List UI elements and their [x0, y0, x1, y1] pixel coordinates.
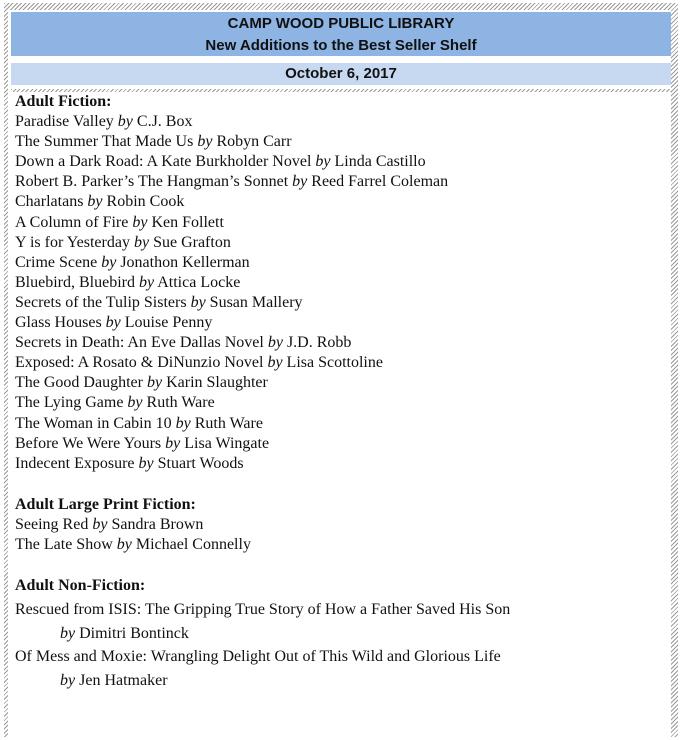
book-author: Lisa Scottoline [286, 354, 383, 372]
list-item [15, 172, 665, 192]
by-word: by [117, 113, 133, 131]
book-title: Y is for Yesterday [15, 233, 130, 251]
book-title: The Good Daughter [15, 374, 143, 392]
list-item [15, 598, 665, 645]
by-word: by [146, 374, 163, 392]
list-item [15, 434, 665, 454]
book-author: Ruth Ware [194, 414, 263, 432]
book-author: Linda Castillo [334, 153, 426, 171]
by-word: by [92, 515, 108, 533]
book-author: Michael Connelly [135, 535, 251, 553]
by-word: by [60, 625, 76, 643]
by-word: by [165, 434, 181, 452]
book-author: Lisa Wingate [184, 434, 270, 452]
by-word: by [101, 253, 117, 271]
book-author: Jen Hatmaker [79, 672, 168, 690]
by-word: by [116, 535, 132, 553]
by-word: by [105, 314, 121, 332]
book-byline [15, 669, 665, 692]
book-author: Sandra Brown [111, 515, 204, 533]
book-byline [15, 622, 665, 645]
page-title: New Additions to the Best Seller Shelf [205, 37, 477, 54]
list-item [15, 313, 665, 333]
by-word: by [292, 173, 308, 191]
book-author: Attica Locke [157, 273, 241, 291]
by-word: by [127, 394, 143, 412]
book-title: Before We Were Yours [15, 434, 162, 452]
list-item [15, 414, 665, 434]
by-word: by [133, 233, 150, 251]
by-word: by [138, 454, 154, 472]
list-item [15, 152, 665, 172]
list-item [15, 454, 665, 474]
section-heading-large-print: Adult Large Print Fiction: [15, 495, 196, 513]
book-title: A Column of Fire [15, 213, 129, 231]
list-item [15, 213, 665, 233]
book-title: The Late Show [15, 535, 113, 553]
book-title: Paradise Valley [15, 113, 114, 131]
list-item [15, 132, 665, 152]
book-title: The Summer That Made Us [15, 133, 194, 151]
by-word: by [132, 213, 148, 231]
list-item [15, 373, 665, 393]
book-title: Robert B. Parker’s The Hangman’s Sonnet [15, 173, 289, 191]
by-word: by [267, 334, 283, 352]
book-author: Reed Farrel Coleman [311, 173, 449, 191]
by-word: by [60, 672, 76, 690]
list-item [15, 353, 665, 373]
book-title: The Woman in Cabin 10 [15, 414, 172, 432]
book-author: Robyn Carr [216, 133, 292, 151]
book-title: Secrets in Death: An Eve Dallas Novel [15, 334, 264, 352]
list-item [15, 253, 665, 273]
book-title: Bluebird, Bluebird [15, 273, 135, 291]
adult-fiction-list [15, 112, 665, 474]
book-title: Of Mess and Moxie: Wrangling Delight Out of This Wild and Glorious Life [15, 648, 501, 666]
list-item [15, 112, 665, 132]
book-title: Crime Scene [15, 253, 98, 271]
book-title: Glass Houses [15, 314, 102, 332]
by-word: by [267, 354, 283, 372]
by-word: by [197, 133, 213, 151]
list-item [15, 393, 665, 413]
by-word: by [138, 273, 155, 291]
book-title: Secrets of the Tulip Sisters [15, 293, 187, 311]
book-author: J.D. Robb [286, 334, 352, 352]
list-item [15, 293, 665, 313]
list-item [15, 192, 665, 212]
list-item [15, 535, 665, 555]
book-author: C.J. Box [136, 113, 193, 131]
list-item [15, 645, 665, 692]
book-author: Karin Slaughter [166, 374, 268, 392]
book-title: Rescued from ISIS: The Gripping True Story of How a Father Saved His Son [15, 601, 511, 619]
list-item [15, 273, 665, 293]
list-item [15, 333, 665, 353]
book-title: Down a Dark Road: A Kate Burkholder Novel [15, 153, 312, 171]
list-item [15, 233, 665, 253]
book-title: Charlatans [15, 193, 84, 211]
book-author: Jonathon Kellerman [120, 253, 250, 271]
by-word: by [175, 414, 191, 432]
title-banner [11, 12, 671, 56]
book-author: Ruth Ware [146, 394, 215, 412]
book-author: Susan Mallery [209, 293, 303, 311]
non-fiction-list [15, 598, 665, 692]
book-title: Seeing Red [15, 515, 89, 533]
by-word: by [315, 153, 331, 171]
book-title: Exposed: A Rosato & DiNunzio Novel [15, 354, 264, 372]
section-heading-adult-fiction: Adult Fiction: [15, 93, 112, 110]
book-author: Dimitri Bontinck [79, 625, 189, 643]
date-banner: October 6, 2017 [11, 63, 671, 85]
book-title: Indecent Exposure [15, 454, 135, 472]
book-title: The Lying Game [15, 394, 124, 412]
library-name: CAMP WOOD PUBLIC LIBRARY [227, 15, 455, 32]
list-item [15, 515, 665, 535]
book-author: Stuart Woods [157, 454, 244, 472]
book-list [15, 92, 665, 692]
section-heading-non-fiction: Adult Non-Fiction: [15, 577, 146, 595]
large-print-list [15, 515, 665, 555]
by-word: by [190, 293, 206, 311]
by-word: by [87, 193, 103, 211]
book-author: Robin Cook [106, 193, 185, 211]
book-author: Sue Grafton [153, 233, 231, 251]
book-author: Ken Follett [151, 213, 224, 231]
book-author: Louise Penny [124, 314, 213, 332]
